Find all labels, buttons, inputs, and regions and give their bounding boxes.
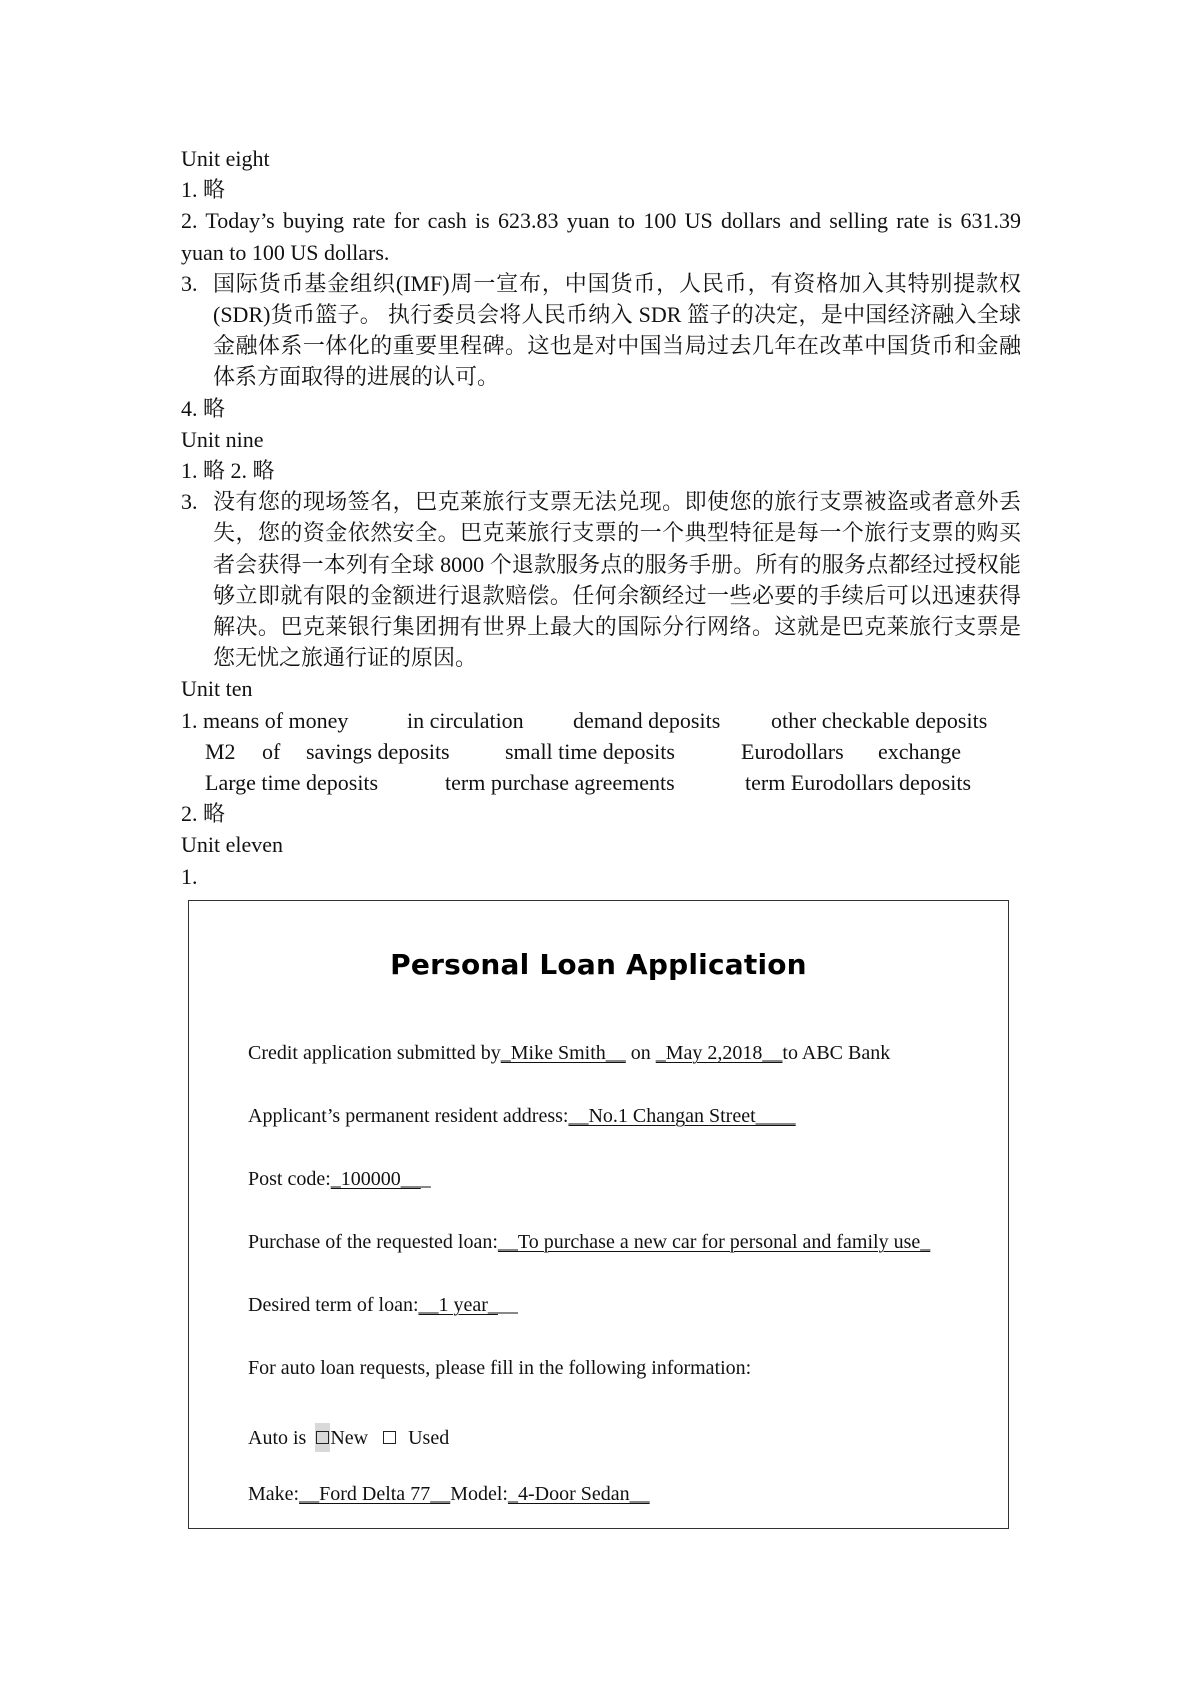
make-label: Make: <box>248 1483 300 1505</box>
new-label: New <box>330 1427 369 1449</box>
term: Large time deposits <box>205 770 379 796</box>
auto-type-row <box>248 1423 449 1452</box>
term-label: Desired term of loan: <box>248 1294 419 1316</box>
unit-eleven-heading: Unit eleven <box>181 832 284 858</box>
address-row <box>248 1105 796 1128</box>
unit-eight-item-2: 2. Today’s buying rate for cash is 623.83 yuan to 100 US dollars and selling rate is 631.39 yuan to 100 US dollars. <box>181 208 1021 265</box>
form-title: Personal Loan Application <box>390 948 807 981</box>
new-checkbox[interactable] <box>316 1431 329 1444</box>
term: savings deposits <box>306 738 450 764</box>
term: small time deposits <box>505 738 675 764</box>
term: of <box>262 738 281 764</box>
term: term Eurodollars deposits <box>745 770 972 796</box>
make-field[interactable]: __Ford Delta 77__ <box>299 1483 451 1505</box>
unit-eight-item-4: 4. 略 <box>181 395 226 421</box>
unit-ten-terms-row-1 <box>181 705 1021 736</box>
postcode-field[interactable]: _100000__ <box>330 1168 421 1190</box>
postcode-label: Post code: <box>248 1168 331 1190</box>
term: in circulation <box>407 707 524 733</box>
unit-ten-terms-row-2 <box>181 736 1021 767</box>
purpose-row <box>248 1231 930 1254</box>
item-text: 国际货币基金组织(IMF)周一宣布，中国货币，人民币，有资格加入其特别提款权(SDR)货币篮子。 执行委员会将人民币纳入 SDR 篮子的决定，是中国经济融入全球金融体系一体化的重要里程碑。这也是对中国当局过去几年在改革中国货币和金融体系方面取得的进展的认可。 <box>213 270 1021 390</box>
term-field[interactable]: __1 year_ <box>418 1294 498 1316</box>
on-label: on <box>625 1042 656 1064</box>
document-body <box>181 143 1021 892</box>
unit-ten-heading: Unit ten <box>181 676 253 702</box>
unit-eight-item-3 <box>181 268 1021 393</box>
date-field[interactable]: _May 2,2018__ <box>655 1042 783 1064</box>
unit-eight-item-1: 1. 略 <box>181 177 226 203</box>
loan-application-form <box>188 900 1009 1529</box>
term: demand deposits <box>573 707 721 733</box>
unit-nine-heading: Unit nine <box>181 426 264 452</box>
term: term purchase agreements <box>445 770 675 796</box>
item-number: 3. <box>181 270 198 296</box>
postcode-row <box>248 1168 431 1191</box>
unit-nine-item-3 <box>181 486 1021 673</box>
unit-ten-terms-row-3 <box>181 767 1021 798</box>
submitted-row <box>248 1042 890 1065</box>
item-number: 3. <box>181 489 198 515</box>
term: M2 <box>205 738 236 764</box>
submitted-label: Credit application submitted by <box>248 1042 501 1064</box>
term-trail: __ <box>497 1294 518 1316</box>
make-model-row <box>248 1483 650 1506</box>
term: exchange <box>878 738 962 764</box>
term: Eurodollars <box>741 738 844 764</box>
model-label: Model: <box>450 1483 508 1505</box>
term: 1. means of money <box>181 707 349 733</box>
address-field[interactable]: __No.1 Changan Street____ <box>568 1105 796 1127</box>
term: other checkable deposits <box>771 707 988 733</box>
unit-eleven-item-1: 1. <box>181 863 198 889</box>
purpose-field[interactable]: __To purchase a new car for personal and family use_ <box>497 1231 931 1253</box>
new-checkbox-highlight <box>315 1423 330 1452</box>
applicant-name-field[interactable]: _Mike Smith__ <box>500 1042 626 1064</box>
purpose-label: Purchase of the requested loan: <box>248 1231 498 1253</box>
unit-eight-heading: Unit eight <box>181 146 270 171</box>
postcode-trail: _ <box>420 1168 431 1190</box>
auto-intro: For auto loan requests, please fill in the following information: <box>248 1357 752 1379</box>
model-field[interactable]: _4-Door Sedan__ <box>507 1483 650 1505</box>
auto-is-label: Auto is <box>248 1427 307 1449</box>
address-label: Applicant’s permanent resident address: <box>248 1105 569 1127</box>
used-label: Used <box>408 1427 450 1449</box>
term-row <box>248 1294 518 1317</box>
used-checkbox[interactable] <box>383 1431 396 1444</box>
unit-ten-item-2: 2. 略 <box>181 801 226 827</box>
item-text: 没有您的现场签名，巴克莱旅行支票无法兑现。即使您的旅行支票被盗或者意外丢失，您的资金依然安全。巴克莱旅行支票的一个典型特征是每一个旅行支票的购买者会获得一本列有全球 8000 个退款服务点的服务手册。所有的服务点都经过授权能够立即就有限的金额进行退款赔偿。任何余额经过一些必要的手续后可以迅速获得解决。巴克莱银行集团拥有世界上最大的国际分行网络。这就是巴克莱旅行支票是您无忧之旅通行证的原因。 <box>213 489 1021 671</box>
bank-label: to ABC Bank <box>782 1042 891 1064</box>
unit-nine-items-1-2: 1. 略 2. 略 <box>181 458 275 484</box>
